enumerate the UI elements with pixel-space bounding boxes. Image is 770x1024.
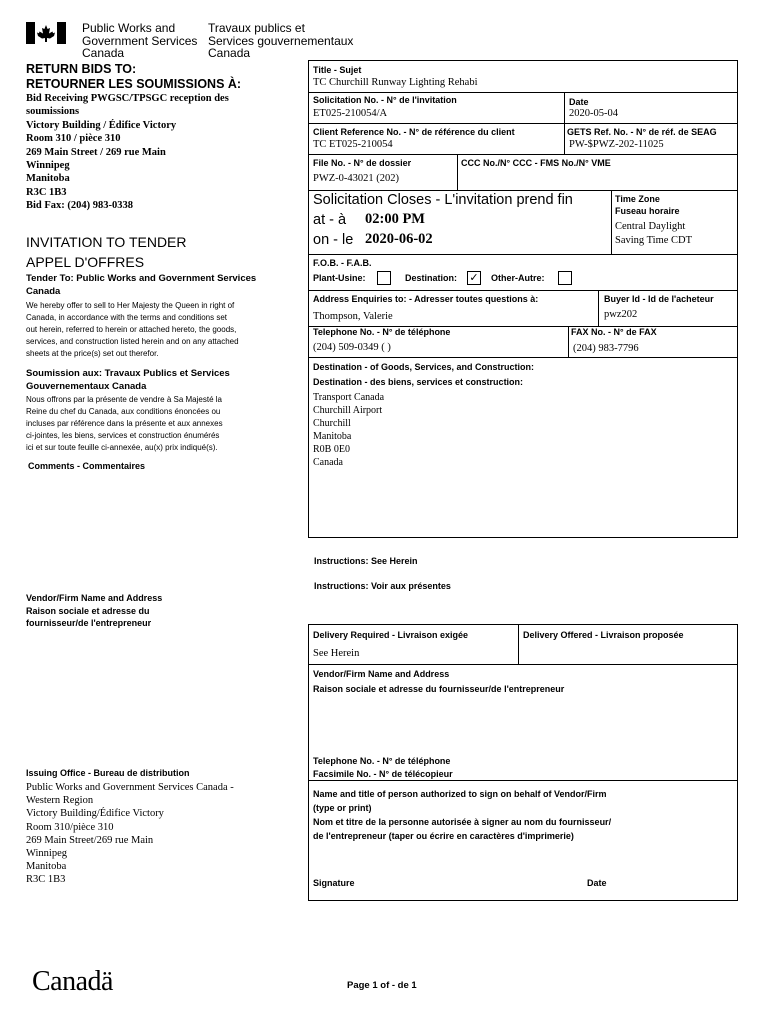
solicitation-form-box	[308, 60, 738, 538]
soumission-aux: Soumission aux: Travaux Publics et Services Gouvernementaux Canada	[26, 368, 230, 392]
title-label: Title - Sujet	[313, 65, 362, 75]
file-no-label: File No. - N° de dossier	[313, 158, 412, 168]
invitation-title: INVITATION TO TENDER APPEL D'OFFRES	[26, 234, 187, 270]
fax-value: (204) 983-7796	[573, 343, 639, 354]
destination-goods-label: Destination - of Goods, Services, and Construction: Destination - des biens, services et construction:	[313, 362, 535, 387]
title-value: TC Churchill Runway Lighting Rehabi	[313, 77, 478, 88]
date-value: 2020-05-04	[569, 108, 618, 119]
time-zone-label: Time Zone Fuseau horaire	[615, 194, 680, 216]
gets-ref-value: PW-$PWZ-202-11025	[569, 139, 664, 150]
instructions-fr: Instructions: Voir aux présentes	[314, 581, 451, 591]
destination-goods-address: Transport Canada Churchill Airport Churchill Manitoba R0B 0E0 Canada	[313, 392, 385, 468]
authorized-person-label: Name and title of person authorized to sign on behalf of Vendor/Firm (type or print) Nom et titre de la personne autorisée à signer au nom du fournisseur/ de l'entrepreneur (taper ou écrire en caractères d'imprimerie)	[313, 789, 612, 841]
time-zone-value: Central Daylight Saving Time CDT	[615, 221, 693, 246]
solicitation-no-value: ET025-210054/A	[313, 108, 388, 119]
vendor-firm-label-left: Vendor/Firm Name and Address Raison sociale et adresse du fournisseur/de l'entrepreneur	[26, 593, 163, 628]
fob-label: F.O.B. - F.A.B.	[313, 258, 372, 268]
offer-text-fr: Nous offrons par la présente de vendre à Sa Majesté la Reine du chef du Canada, aux conditions énoncées ou incluses par référence dans la présente et aux annexes ci-jointes, les biens, services et construction énumérés ici et sur toute feuille ci-annexée, au(x) prix indiqué(s).	[26, 395, 223, 453]
client-ref-value: TC ET025-210054	[313, 139, 393, 150]
buyer-id-value: pwz202	[604, 309, 638, 320]
closing-date-value: 2020-06-02	[365, 231, 433, 247]
signature-label: Signature	[313, 878, 355, 888]
telephone-label: Telephone No. - N° de téléphone	[313, 327, 451, 337]
delivery-required-value: See Herein	[313, 648, 360, 659]
signature-date-label: Date	[587, 878, 607, 888]
fax-label: FAX No. - N° de FAX	[571, 327, 657, 337]
comments-label: Comments - Commentaires	[28, 461, 146, 471]
vendor-firm-label: Vendor/Firm Name and Address Raison sociale et adresse du fournisseur/de l'entrepreneur	[313, 669, 565, 694]
closes-on-label: on - le	[313, 232, 354, 248]
other-autre-label: Other-Autre:	[491, 273, 545, 283]
vendor-tel-fax-label: Telephone No. - N° de téléphone Facsimile No. - N° de télécopieur	[313, 756, 453, 779]
client-ref-label: Client Reference No. - N° de référence du client	[313, 127, 515, 137]
address-enquiries-label: Address Enquiries to: - Adresser toutes questions à:	[313, 294, 539, 304]
department-name-fr: Travaux publics et Services gouvernementaux Canada	[208, 21, 354, 60]
file-no-value: PWZ-0-43021 (202)	[313, 173, 400, 184]
gets-ref-label: GETS Ref. No. - N° de réf. de SEAG	[567, 127, 717, 137]
closes-at-label: at - à	[313, 212, 347, 228]
ccc-no-label: CCC No./N° CCC - FMS No./N° VME	[461, 158, 611, 168]
tender-to: Tender To: Public Works and Government Services Canada	[26, 273, 257, 297]
instructions-en: Instructions: See Herein	[314, 556, 418, 566]
delivery-offered-label: Delivery Offered - Livraison proposée	[523, 630, 684, 640]
solicitation-closes-label: Solicitation Closes - L'invitation prend fin	[313, 192, 573, 208]
return-bids-title: RETURN BIDS TO: RETOURNER LES SOUMISSIONS À:	[26, 62, 242, 91]
issuing-office-address: Public Works and Government Services Canada - Western Region Victory Building/Édifice Victory Room 310/pièce 310 269 Main Street/269 rue Main Winnipeg Manitoba R3C 1B3	[26, 782, 234, 886]
offer-text-en: We hereby offer to sell to Her Majesty the Queen in right of Canada, in accordance with the terms and conditions set out herein, referred to herein or attached hereto, the goods, services, and construction listed herein and on any attached sheets at the price(s) set out therefor.	[26, 301, 239, 359]
plant-usine-checkbox[interactable]	[377, 271, 391, 285]
department-name-en: Public Works and Government Services Canada	[82, 21, 198, 60]
solicitation-no-label: Solicitation No. - N° de l'invitation	[313, 95, 457, 105]
buyer-id-label: Buyer Id - Id de l'acheteur	[604, 294, 714, 304]
closing-time-value: 02:00 PM	[365, 211, 425, 227]
canada-flag-icon	[26, 22, 66, 44]
other-autre-checkbox[interactable]	[558, 271, 572, 285]
return-bids-address: Bid Receiving PWGSC/TPSGC reception des soumissions Victory Building / Édifice Victory Room 310 / pièce 310 269 Main Street / 269 rue Main Winnipeg Manitoba R3C 1B3 Bid Fax: (204) 983-0338	[26, 93, 229, 212]
issuing-office-label: Issuing Office - Bureau de distribution	[26, 768, 190, 778]
destination-checkbox[interactable]: ✓	[467, 271, 481, 285]
vendor-form-box	[308, 624, 738, 901]
address-enquiries-value: Thompson, Valerie	[313, 311, 393, 322]
plant-usine-label: Plant-Usine:	[313, 273, 366, 283]
page-number: Page 1 of - de 1	[347, 980, 417, 991]
destination-label: Destination:	[405, 273, 458, 283]
canada-wordmark: Canadä	[32, 966, 113, 997]
date-label: Date	[569, 97, 589, 107]
delivery-required-label: Delivery Required - Livraison exigée	[313, 630, 469, 640]
telephone-value: (204) 509-0349 ( )	[313, 342, 391, 353]
